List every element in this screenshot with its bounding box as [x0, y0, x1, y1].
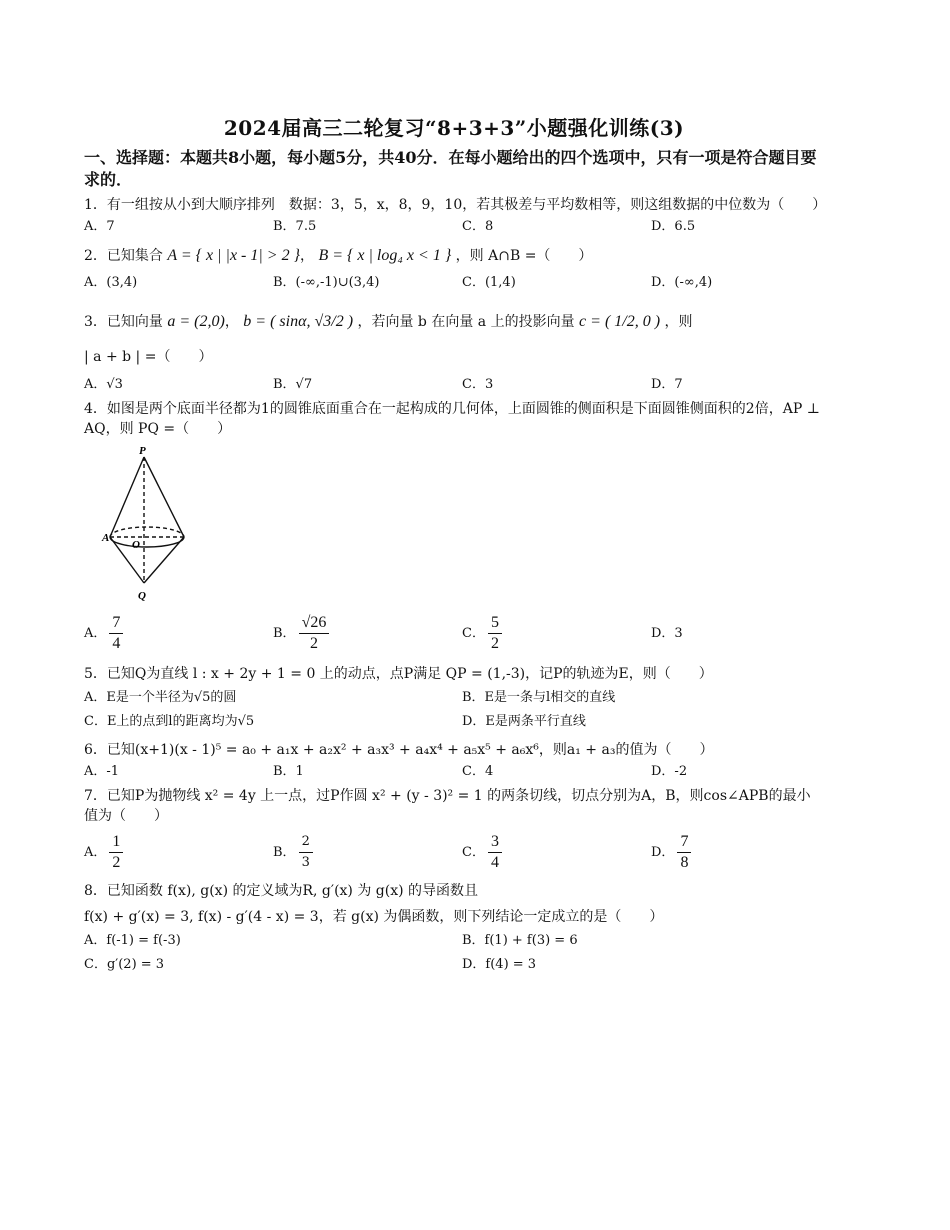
option-a: [84, 613, 273, 654]
option-c: C．g′(2) = 3: [84, 957, 165, 972]
option-c: [462, 613, 651, 654]
denominator: 8: [680, 854, 689, 871]
option-b: [273, 832, 462, 873]
option-c-label: C．: [462, 845, 485, 860]
question-7-options: [84, 832, 824, 873]
question-5: 5．已知Q为直线 l : x + 2y + 1 = 0 上的动点，点P满足 QP = (1,-3)，记P的轨迹为E，则（ ）: [84, 666, 713, 682]
question-1: 1．有一组按从小到大顺序排列 数据：3，5，x，8，9，10，若其极差与平均数相等，则这组数据的中位数为（ ）: [84, 197, 827, 213]
option-b: B．f(1) + f(3) = 6: [462, 933, 578, 948]
edge-p-right: [144, 457, 184, 537]
label-p: P: [139, 445, 146, 457]
denominator: 2: [112, 854, 121, 871]
option-b: B．7.5: [273, 219, 317, 234]
option-d: D．f(4) = 3: [462, 957, 537, 972]
option-b: B．E是一条与l相交的直线: [462, 690, 616, 705]
denominator: 2: [309, 635, 318, 652]
question-8-options-row-1: [84, 931, 824, 951]
set-b: B = { x | log₄ x < 1 }: [318, 247, 452, 264]
option-d: D．E是两条平行直线: [462, 714, 586, 729]
option-a: A．(3,4): [84, 275, 138, 290]
exam-page: [84, 112, 827, 975]
option-c: C．3: [462, 377, 494, 392]
option-c: [462, 832, 651, 873]
question-6: 6．已知(x+1)(x - 1)⁵ = a₀ + a₁x + a₂x² + a₃x³ + a₄x⁴ + a₅x⁵ + a₆x⁶，则a₁ + a₃的值为（ ）: [84, 742, 714, 758]
label-a: A: [102, 532, 110, 544]
option-b: B．(-∞,-1)∪(3,4): [273, 275, 380, 290]
option-d: D．7: [651, 377, 683, 392]
edge-q-right: [144, 537, 184, 583]
denominator: 4: [112, 635, 121, 652]
denominator: 3: [301, 855, 310, 870]
question-3: 3．已知向量 a = (2,0)， b = ( sinα, √3/2 ) ，若向量 b 在向量 a 上的投影向量 c = ( 1/2, 0 ) ，则: [84, 313, 693, 330]
question-3-suffix: ，则: [664, 314, 693, 330]
option-d: D．6.5: [651, 219, 696, 234]
double-cone-figure: [104, 445, 204, 605]
option-c: C．8: [462, 219, 494, 234]
numerator: √26: [299, 613, 330, 634]
option-d: D．(-∞,4): [651, 275, 713, 290]
vector-c: c = ( 1/2, 0 ): [579, 313, 661, 330]
question-8-line-2: f(x) + g′(x) = 3, f(x) - g′(4 - x) = 3，若 g(x) 为偶函数，则下列结论一定成立的是（ ）: [84, 909, 664, 925]
question-2-suffix: ，则 A∩B =（ ）: [455, 248, 593, 264]
fraction: [109, 613, 123, 654]
question-8-options-row-2: [84, 955, 824, 975]
question-5-options-row-1: [84, 688, 824, 708]
option-a: A．√3: [84, 377, 123, 392]
option-c: C．(1,4): [462, 275, 516, 290]
question-3-options: [84, 375, 824, 395]
question-7: 7．已知P为抛物线 x² = 4y 上一点，过P作圆 x² + (y - 3)² = 1 的两条切线，切点分别为A，B，则cos∠APB的最小值为（ ）: [84, 788, 811, 824]
option-a: A．-1: [84, 764, 120, 779]
option-c: C．E上的点到l的距离均为√5: [84, 714, 255, 729]
question-5-options-row-2: [84, 712, 824, 732]
label-o: O: [132, 539, 140, 551]
base-front-arc: [110, 537, 184, 547]
option-a: A．7: [84, 219, 115, 234]
section-heading: 一、选择题：本题共8小题，每小题5分，共40分．在每小题给出的四个选项中，只有一项是符合题目要求的．: [84, 148, 817, 189]
option-d-label: D．: [651, 845, 675, 860]
denominator: 2: [490, 635, 499, 652]
fraction: [488, 613, 502, 654]
numerator: 2: [299, 832, 313, 853]
question-3-mid: ，若向量 b 在向量 a 上的投影向量: [357, 314, 575, 330]
question-4: 4．如图是两个底面半径都为1的圆锥底面重合在一起构成的几何体，上面圆锥的侧面积是下面圆锥侧面积的2倍，AP ⊥ AQ，则 PQ =（ ）: [84, 401, 820, 437]
option-b-label: B．: [273, 626, 296, 641]
option-d: [651, 832, 840, 873]
numerator: 1: [109, 832, 123, 853]
denominator: 4: [490, 854, 499, 871]
option-c: C．4: [462, 764, 494, 779]
vector-a: a = (2,0): [167, 313, 225, 330]
fraction: [677, 832, 691, 873]
question-1-options: [84, 217, 824, 237]
set-a: A = { x | |x - 1| > 2 }: [167, 247, 300, 264]
option-a: A．f(-1) = f(-3): [84, 933, 181, 948]
numerator: 3: [488, 832, 502, 853]
page-title: 2024届高三二轮复习“8+3+3”小题强化训练(3): [223, 116, 685, 140]
question-6-options: [84, 762, 824, 782]
option-a: [84, 832, 273, 873]
question-3-line-2: | a + b | =（ ）: [84, 349, 213, 365]
fraction: [299, 832, 313, 873]
numerator: 7: [677, 832, 691, 853]
option-b: [273, 613, 462, 654]
question-3-prefix: 3．已知向量: [84, 314, 163, 330]
vector-b: b = ( sinα, √3/2 ): [243, 313, 354, 330]
option-b-label: B．: [273, 845, 296, 860]
question-2-options: [84, 273, 824, 293]
fraction: [109, 832, 123, 873]
question-8-line-1: 8．已知函数 f(x), g(x) 的定义域为R, g′(x) 为 g(x) 的导函数且: [84, 883, 479, 899]
label-q: Q: [138, 590, 146, 602]
question-2: 2．已知集合 A = { x | |x - 1| > 2 }， B = { x | log₄ x < 1 } ，则 A∩B =（ ）: [84, 247, 593, 264]
option-a-label: A．: [84, 626, 107, 641]
question-2-prefix: 2．已知集合: [84, 248, 163, 264]
option-a-label: A．: [84, 845, 107, 860]
option-a: A．E是一个半径为√5的圆: [84, 690, 237, 705]
numerator: 5: [488, 613, 502, 634]
option-d: D．-2: [651, 764, 688, 779]
option-d: D．3: [651, 625, 683, 641]
option-b: B．√7: [273, 377, 313, 392]
base-back-arc: [110, 527, 184, 537]
edge-pa: [110, 457, 144, 537]
option-c-label: C．: [462, 626, 485, 641]
option-b: B．1: [273, 764, 304, 779]
fraction: [488, 832, 502, 873]
question-4-options: [84, 613, 824, 654]
numerator: 7: [109, 613, 123, 634]
fraction: [299, 613, 330, 654]
